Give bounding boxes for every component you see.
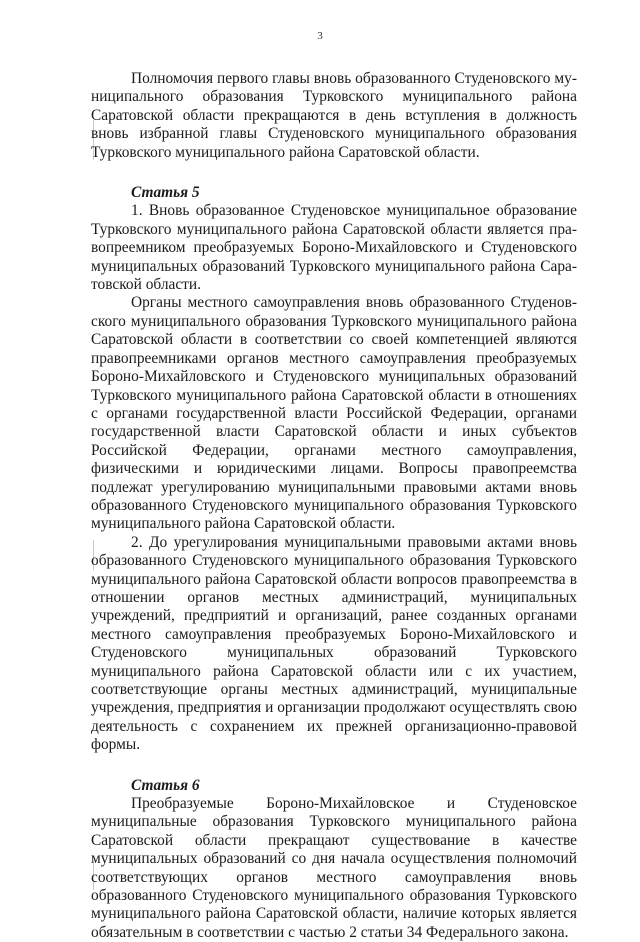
heading-article-5: Статья 5 (131, 184, 200, 202)
page-number: 3 (317, 30, 323, 42)
paragraph-article-5-item-2: 2. До урегулирования муниципальными правовыми актами вновь образованного Студеновского муниципального образования Турковского муниципального района Саратовской области вопросов правопреемства в отношении органов местных администраций, муниципальных учреждений, предприятий и организаций, ранее созданных органами местного самоуправления преобразуемых Бороно-Михайловского и Студеновского муниципальных образований Турковского муниципального района Саратовской области или с их участием, соответствующие органы местных администраций, муниципальные учреждения, предприятия и организации продолжают осуществлять свою деятельность с сохранением их прежней организационно-правовой формы. (91, 533, 577, 754)
paragraph-article-5-item-1: 1. Вновь образованное Студеновское муниципальное образование Турковского муниципального района Саратовской области является правопреемником преобразуемых Бороно-Михайловского и Студеновского муниципальных образований Турковского муниципального района Саратовской области. (91, 202, 577, 294)
paragraph-article-5-bodies: Органы местного самоуправления вновь образованного Студеновского муниципального образования Турковского муниципального района Саратовской области в соответствии со своей компетенцией являются правопреемниками органов местного самоуправления преобразуемых Бороно-Михайловского и Студеновского муниципальных образований Турковского муниципального района Саратовской области в отношениях с органами государственной власти Российской Федерации, органами государственной власти Саратовской области и иных субъектов Российской Федерации, органами местного самоуправления, физическими и юридическими лицами. Вопросы правопреемства подлежат урегулированию муниципальными правовыми актами вновь образованного Студеновского муниципального образования Турковского муниципального района Саратовской области. (91, 294, 577, 533)
paragraph-head-powers: Полномочия первого главы вновь образованного Студеновского муниципального образования Турковского муниципального района Саратовской области прекращаются в день вступления в должность вновь избранной главы Студеновского муниципального образования Турковского муниципального района Саратовской области. (91, 70, 577, 161)
heading-article-6: Статья 6 (131, 776, 200, 794)
paragraph-article-6: Преобразуемые Бороно-Михайловское и Студеновское муниципальные образования Турковского муниципального района Саратовской области прекращают существование в качестве муниципальных образований со дня начала осуществления полномочий соответствующих органов местного самоуправления вновь образованного Студеновского муниципального образования Турковского муниципального района Саратовской области, наличие которых является обязательным в соответствии с частью 2 статьи 34 Федерального закона. (91, 795, 577, 941)
document-body (91, 70, 577, 942)
